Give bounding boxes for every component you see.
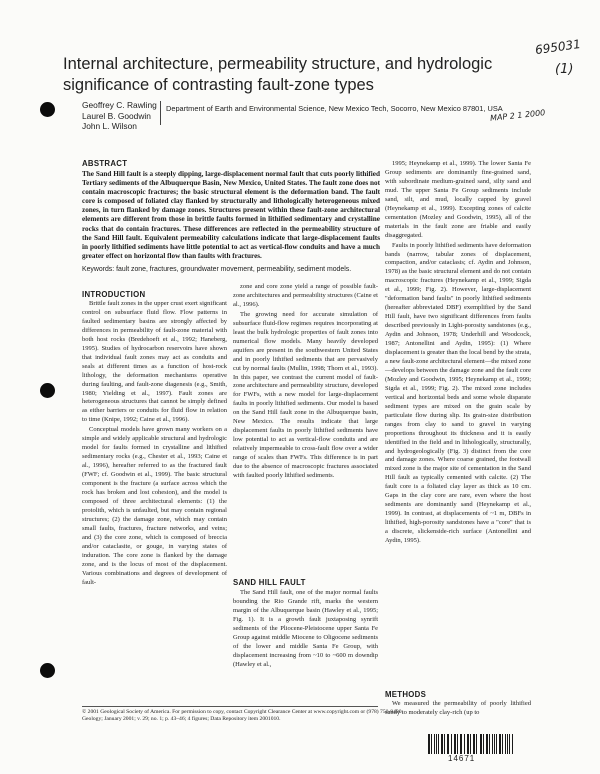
paragraph: Faults in poorly lithified sediments have deformation bands (narrow, tabular zones of displacement, compaction, and/or cataclasis; cf. Aydin and Johnson, 1978) as the basic structural element and do not contain macroscopic fractures (Heynekamp et al., 1999; Sigda et al., 1999; Fig. 2). However, large-displacement "deformation band faults" in poorly lithified sediments (hereafter abbreviated DBF) exemplified by the Sand Hill fault, have two significant differences from faults described previously in Light-porosity sandstones (e.g., Aydin and Johnson, 1978; Underhill and Woodcock, 1987; Antonellini and Aydin, 1995): (1) Where displacement is greater than the local bend by the strata, a new fault-zone architectural element—the mixed zone—develops between the damage zone and the fault core (Mozley and Goodwin, 1995; Heynekamp et al., 1999; Sigda et al., 1999; Fig. 2). The mixed zone includes vertical and horizontal beds and some whole disparate sediment types are mixed on the grain scale by particulate flow during slip. Its grain-size distribution ranges from clay to sand to gravel in varying proportions throughout its thickness and it is easily identified in the field and in lithologically, structurally, and hydrogeologically (Fig. 3) distinct from the core and damage zones. Where coarse grained, the footwall mixed zone is the major site of cementation in the Sand Hill fault as typically cemented with calcite. (2) The fault core is a foliated clay layer as thick as 10 cm. Gaps in the clay core are rare, even where the host sediments are dominantly sand (Heynekamp et al., 1999). In contrast, at displacements of ~1 m, DBFs in lithified, high-porosity sandstones have a "core" that is a discrete, slickenside-rich surface (Antonellini and Aydin, 1995). [385,241,531,545]
column-2-text [233,283,378,481]
article-title: Internal architecture, permeability structure, and hydrologic significance of contrasting fault-zone types [63,55,493,94]
punch-hole-top [40,102,55,117]
methods-heading: METHODS [385,690,427,699]
punch-hole-bottom [40,663,55,678]
paragraph: Conceptual models have grown many workers on a simple and widely applicable structural and hydrologic model for faults formed in crystalline and lithified sedimentary rocks (e.g., Chester et al., 1993; Caine et al., 1996), hereafter referred to as the fractured fault (FWF; cf. Goodwin et al., 1999). The basic structural component is the fracture (a surface across which the rock has broken and lost cohesion), and the model is composed of three architectural elements: (1) the protolith, which is unfaulted, but may contain regional structures; (2) the damage zone, which may contain small faults, fractures, fracture networks, and veins; and (3) the core zone, which is composed of breccia and/or cataclasite, or gouge, in varying states of induration. The core zone is flanked by the damage zone, and is the locus of most of the displacement. Various combinations and degrees of development of fault- [82,426,227,586]
page-number: 14671 [448,754,476,763]
column-3-text [385,160,531,546]
methods-text [385,700,531,718]
punch-hole-middle [40,383,55,398]
paragraph: zone and core zone yield a range of possible fault-zone architectures and permeability structures (Caine et al., 1996). [233,283,378,308]
keywords: Keywords: fault zone, fractures, groundwater movement, permeability, sediment models. [82,266,352,273]
author-affiliation: Department of Earth and Environmental Science, New Mexico Tech, Socorro, New Mexico 87801, USA [166,104,503,113]
sand-hill-fault-heading: SAND HILL FAULT [233,578,306,587]
author-name: Laurel B. Goodwin [82,110,151,121]
paragraph: The Sand Hill fault, one of the major normal faults bounding the Rio Grande rift, marks the western margin of the Albuquerque basin (Hawley et al., 1995; Fig. 1). It is a growth fault juxtaposing synrift sediments of the Pliocene-Pleistocene upper Santa Fe Group against middle Miocene to Oligocene sediments of the lower and middle Santa Fe Group, with displacement increasing from ~10 to ~600 m downdip (Hawley et al., [233,589,378,668]
copyright-line: © 2001 Geological Society of America. For permission to copy, contact Copyright Clearance Center at www.copyright.com or (978) 750-8400. [82,709,403,715]
barcode [428,734,513,754]
handwritten-mark: (1) [555,62,574,77]
author-name: John L. Wilson [82,121,137,131]
handwritten-document-number: 695031 [534,36,582,58]
received-stamp: MAP 2 1 2000 [489,108,546,123]
abstract-heading: ABSTRACT [82,159,128,168]
citation-line: Geology; January 2001; v. 29; no. 1; p. 43–46; 4 figures; Data Repository item 2001010. [82,716,281,722]
author-list [82,100,157,132]
sand-hill-fault-text [233,589,378,670]
abstract-text: The Sand Hill fault is a steeply dipping, large-displacement normal fault that cuts poorly lithified Tertiary sediments of the Albuquerque Basin, New Mexico, United States. The fault zone does not contain macroscopic fractures; the basic structural element is the deformation band. The fault core is composed of foliated clay flanked by structurally and lithologically heterogeneous mixed zones, in turn flanked by damage zones. Structures present within these fault-zone architectural elements are different from those in brittle faults formed in lithified sedimentary and crystalline rocks that do contain fractures. These differences are reflected in the permeability structure of the Sand Hill fault. Equivalent permeability calculations indicate that large-displacement faults in poorly lithified sediments have little potential to act as vertical-flow conduits and have a much greater effect on horizontal flow than faults with fractures. [82,170,380,260]
column-1-text [82,300,227,588]
paragraph: Brittle fault zones in the upper crust exert significant control on subsurface fluid flow. Flow patterns in faulted sedimentary basins are strongly affected by differences in permeability of fault-zone material with both host rocks (Bredehoeft et al., 1992; Haneberg, 1995). Studies of hydrocarbon reservoirs have shown that individual fault zones may act as conduits and seals at different times as a function of host-rock lithology, the deformation mechanisms operative during faulting, and fault-zone diagenesis (e.g., Smith, 1980; Yielding et al., 1997). Fault zones are heterogeneous structures that cannot be simply defined as either barriers or conduits for fluid flow in relation to time (Knipe, 1992; Caine et al., 1996). [82,300,227,424]
introduction-heading: INTRODUCTION [82,290,146,299]
affiliation-divider [160,101,161,125]
footer-divider [82,706,378,707]
paragraph: 1995; Heynekamp et al., 1999). The lower Santa Fe Group sediments are dominantly fine-grained sand, with subordinate medium-grained sand, silty sand and mud. The upper Santa Fe Group sediments include sand, silt, and mud, locally capped by gravel (Heynekamp et al., 1999). Excepting zones of calcite cementation (Mozley and Goodwin, 1995), all of the materials in the fault zone are friable and easily disaggregated. [385,160,531,239]
author-name: Geoffrey C. Rawling [82,100,157,110]
paragraph: The growing need for accurate simulation of subsurface fluid-flow regimes requires incorporating at least the bulk hydrologic properties of fault zones into numerical flow models. Many heavily developed aquifers are present in the southwestern United States and in poorly lithified sediments that are pervasively cut by normal faults (Mullin, 1998; Thorn et al., 1993). In this paper, we contrast the current model of fault-zone architecture and permeability structure, developed for FWFs, with a new model for large-displacement faults in poorly lithified sediments. Our model is based on the Sand Hill fault zone in the Albuquerque basin, New Mexico. The results indicate that large displacement faults in poorly lithified sediments have low potential to act as vertical-flow conduits and are relatively impermeable to cross-fault flow over a wider range of scales than FWFs. This difference is in part due to the absence of macroscopic fractures associated with faulted poorly lithified sediments. [233,310,378,480]
paragraph: We measured the permeability of poorly lithified sandy to moderately clay-rich (up to [385,700,531,716]
footer [82,709,403,723]
